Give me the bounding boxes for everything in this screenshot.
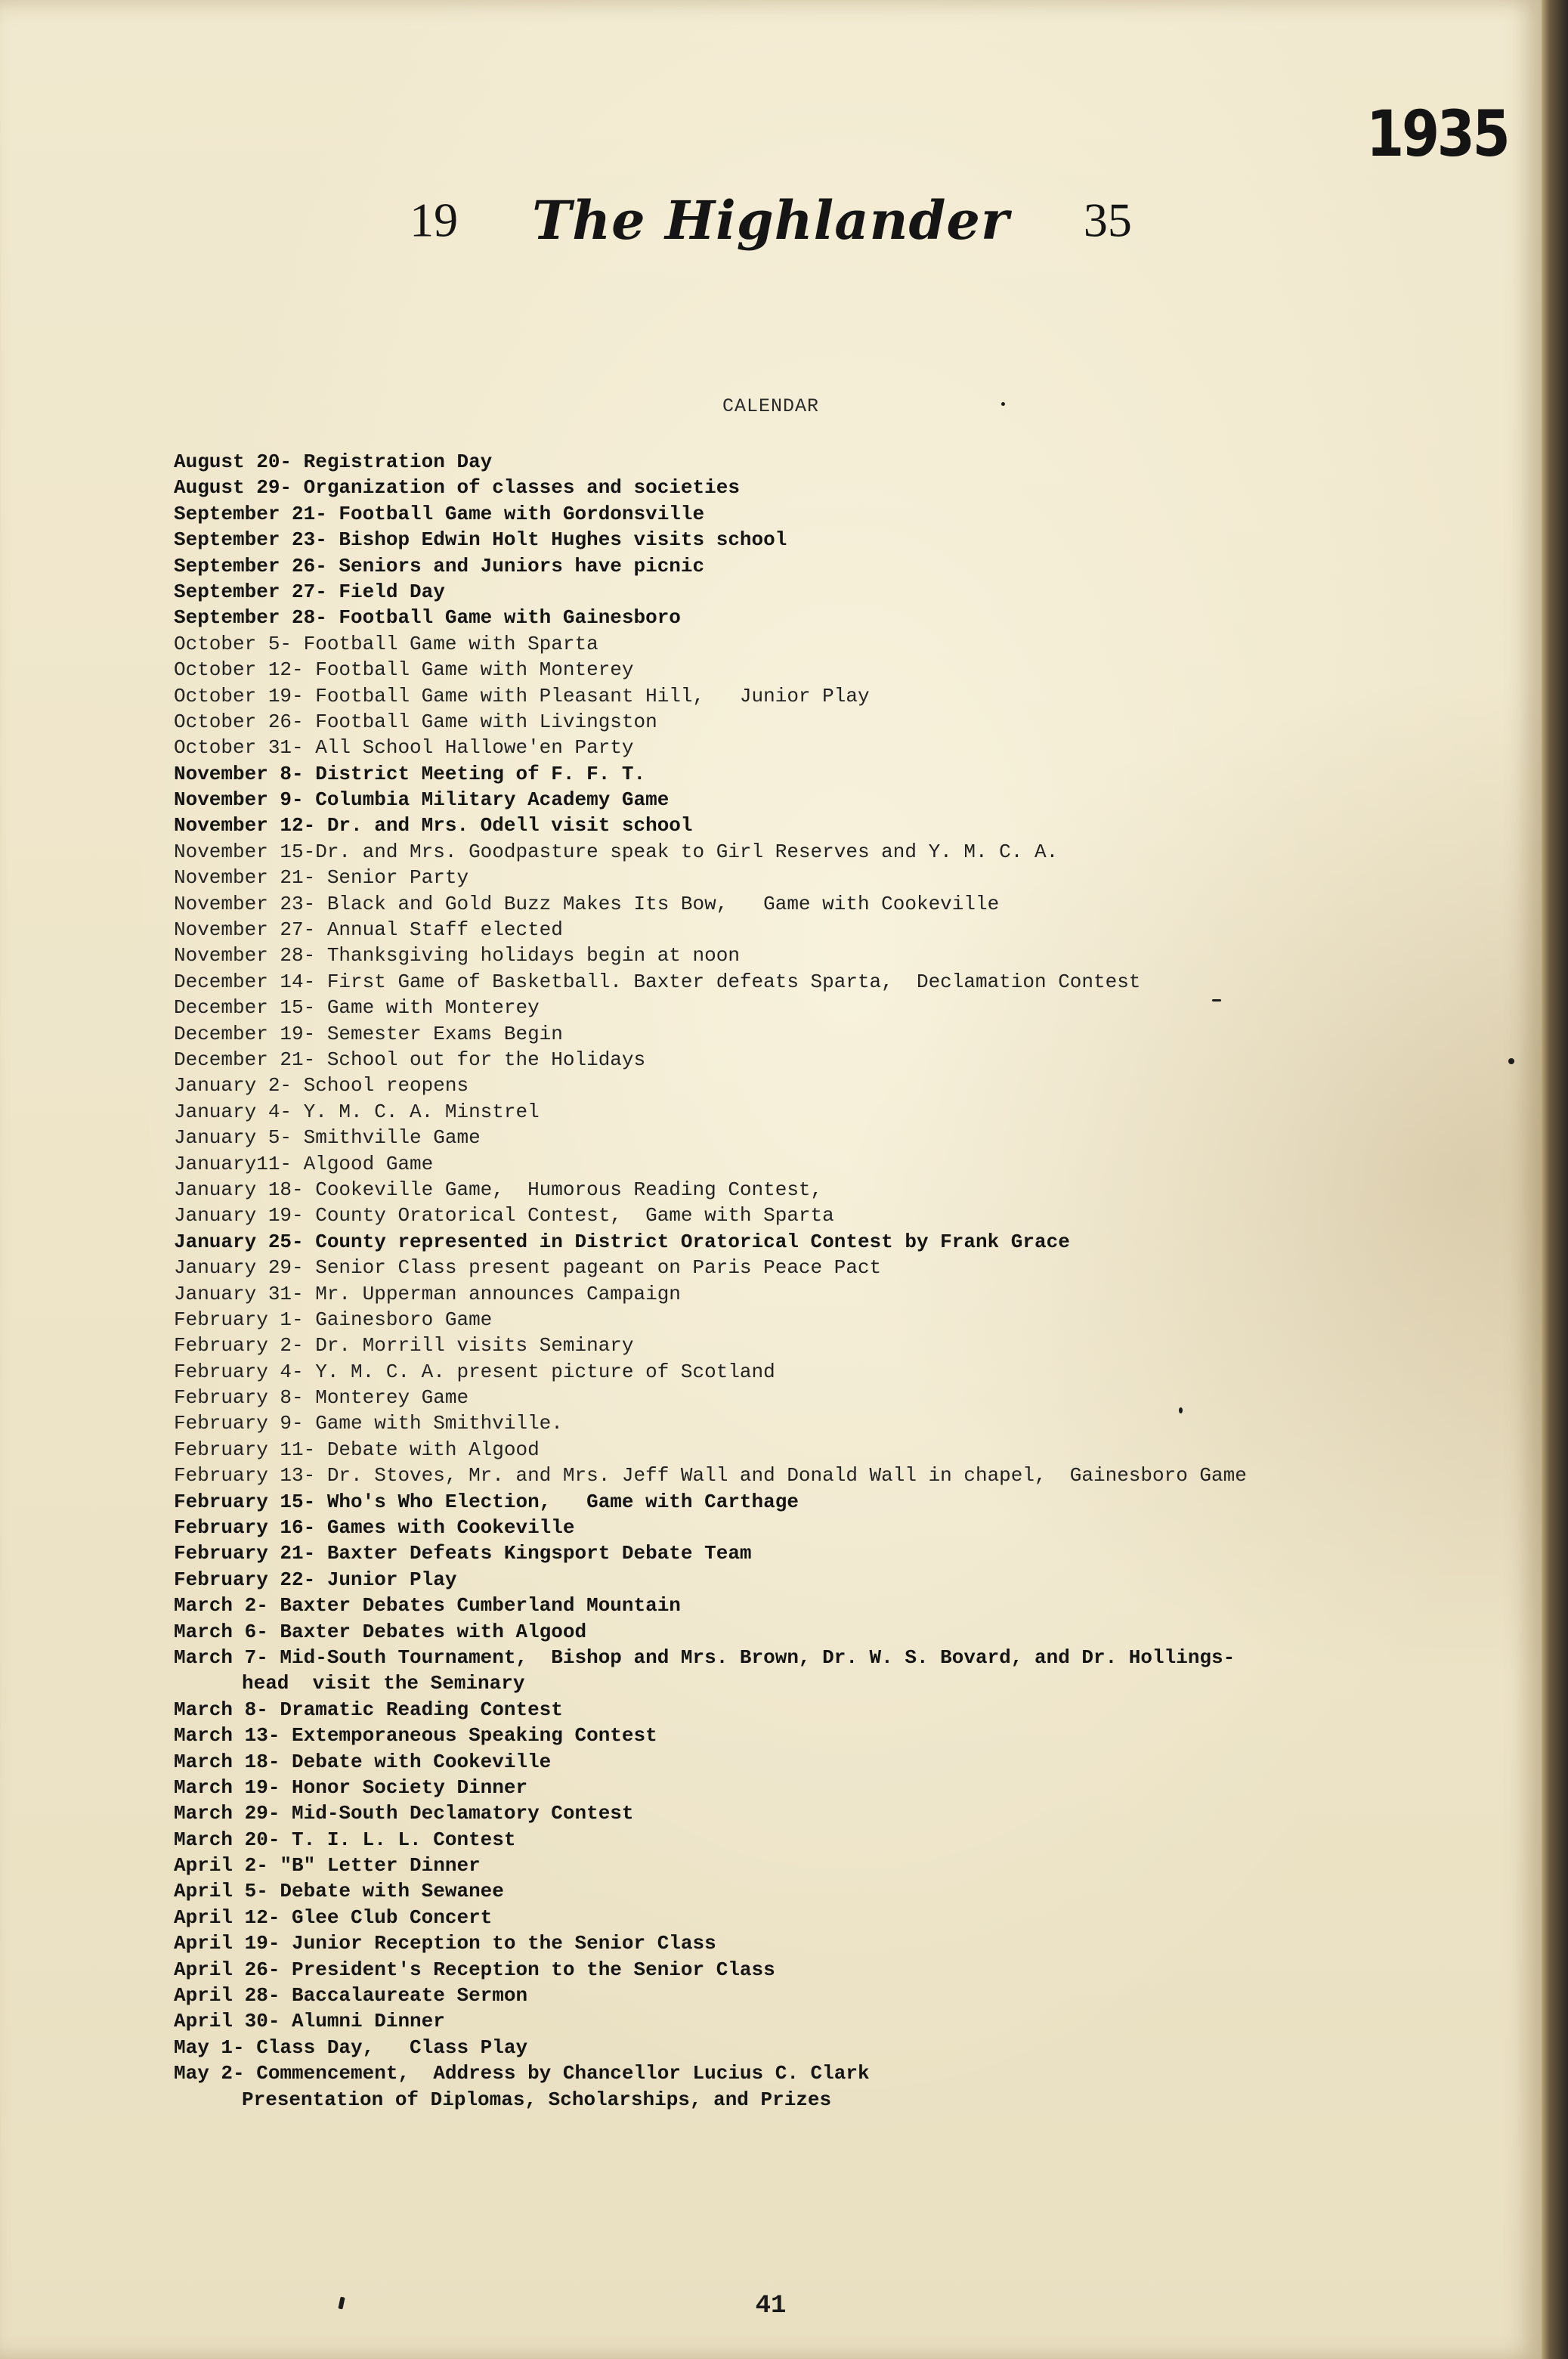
- calendar-entry: [174, 813, 1353, 838]
- calendar-entry: [174, 1489, 1353, 1515]
- calendar-entry: [174, 1073, 1353, 1098]
- calendar-entry: [174, 2087, 1353, 2113]
- calendar-entry-text: January 19- County Oratorical Contest, Game with Sparta: [174, 1204, 834, 1227]
- masthead-title: The Highlander: [532, 189, 1010, 252]
- calendar-entry-text: January11- Algood Game: [174, 1152, 434, 1175]
- calendar-entry: [174, 1983, 1353, 2008]
- calendar-entry-text: December 15- Game with Monterey: [174, 996, 540, 1020]
- calendar-entry-text: April 2- "B" Letter Dinner: [174, 1854, 481, 1878]
- calendar-entry: [174, 1125, 1353, 1150]
- calendar-entry: [174, 1047, 1353, 1073]
- calendar-heading: CALENDAR: [722, 395, 820, 417]
- calendar-entry: [174, 1021, 1353, 1047]
- calendar-entry-text: February 2- Dr. Morrill visits Seminary: [174, 1334, 634, 1358]
- calendar-entry-text: September 23- Bishop Edwin Holt Hughes visits school: [174, 528, 787, 552]
- calendar-entry: [174, 1957, 1353, 1983]
- calendar-entry: [174, 579, 1353, 605]
- calendar-entry-text: March 7- Mid-South Tournament, Bishop and Mrs. Brown, Dr. W. S. Bovard, and Dr. Hollings-: [174, 1645, 1236, 1669]
- calendar-entry-text: February 9- Game with Smithville.: [174, 1412, 563, 1435]
- calendar-entry: [174, 995, 1353, 1020]
- calendar-entry-text: April 19- Junior Reception to the Senior Class: [174, 1932, 716, 1955]
- calendar-entry-text: February 22- Junior Play: [174, 1568, 457, 1591]
- calendar-entry: [174, 865, 1353, 890]
- calendar-entry: [174, 787, 1353, 813]
- calendar-entry: [174, 1177, 1353, 1203]
- calendar-entry: [174, 1827, 1353, 1853]
- calendar-entry: [174, 735, 1353, 760]
- calendar-entry-text: January 25- County represented in District Oratorical Contest by Frank Grace: [174, 1230, 1070, 1253]
- ink-speck: [1179, 1407, 1183, 1413]
- calendar-entry: [174, 1619, 1353, 1645]
- calendar-entry: [174, 527, 1353, 553]
- calendar-entry-text: January 5- Smithville Game: [174, 1126, 481, 1150]
- calendar-entry-text: February 15- Who's Who Election, Game with Carthage: [174, 1490, 799, 1513]
- calendar-entry-text: April 28- Baccalaureate Sermon: [174, 1984, 528, 2008]
- calendar-entry: [174, 1670, 1353, 1696]
- calendar-entry-text: April 26- President's Reception to the Senior Class: [174, 1958, 775, 1981]
- calendar-entry: [174, 1567, 1353, 1593]
- calendar-entry: [174, 891, 1353, 917]
- calendar-entry-text: January 31- Mr. Upperman announces Campaign: [174, 1282, 681, 1305]
- calendar-entry: [174, 2008, 1353, 2034]
- calendar-entry-text: September 27- Field Day: [174, 580, 445, 603]
- calendar-entry: [174, 1878, 1353, 1904]
- calendar-entry-text: April 12- Glee Club Concert: [174, 1905, 493, 1929]
- calendar-entry-text: November 28- Thanksgiving holidays begin at noon: [174, 944, 740, 967]
- calendar-entry-text: February 13- Dr. Stoves, Mr. and Mrs. Jeff Wall and Donald Wall in chapel, Gainesboro Game: [174, 1464, 1247, 1488]
- calendar-entry-text: October 19- Football Game with Pleasant Hill, Junior Play: [174, 684, 870, 707]
- calendar-entry-text: October 26- Football Game with Livingston: [174, 710, 657, 733]
- calendar-entry-text: November 9- Columbia Military Academy Game: [174, 788, 670, 812]
- calendar-entry: [174, 657, 1353, 683]
- calendar-entry: [174, 683, 1353, 709]
- calendar-entry: [174, 1333, 1353, 1358]
- calendar-entry: [174, 1749, 1353, 1775]
- calendar-entry-text: January 29- Senior Class present pageant on Paris Peace Pact: [174, 1256, 882, 1280]
- calendar-entry: [174, 1463, 1353, 1488]
- calendar-entry: [174, 1099, 1353, 1125]
- calendar-entry-text: September 21- Football Game with Gordonsville: [174, 502, 705, 525]
- calendar-entry-text: November 15-Dr. and Mrs. Goodpasture speak to Girl Reserves and Y. M. C. A.: [174, 840, 1059, 863]
- calendar-entry-text: November 23- Black and Gold Buzz Makes Its Bow, Game with Cookeville: [174, 892, 1000, 915]
- calendar-entry-text: February 21- Baxter Defeats Kingsport Debate Team: [174, 1542, 752, 1565]
- calendar-entry: [174, 709, 1353, 735]
- calendar-entry-text: March 2- Baxter Debates Cumberland Mountain: [174, 1594, 681, 1618]
- calendar-entry-text: November 8- District Meeting of F. F. T.: [174, 762, 646, 785]
- calendar-entry: [174, 943, 1353, 968]
- calendar-entry-text: August 20- Registration Day: [174, 450, 493, 473]
- calendar-entry-text: February 16- Games with Cookeville: [174, 1516, 575, 1540]
- calendar-entry: [174, 1905, 1353, 1930]
- calendar-entry: [174, 917, 1353, 943]
- calendar-entry-text: Presentation of Diplomas, Scholarships, and Prizes: [242, 2088, 832, 2111]
- calendar-entry: [174, 1410, 1353, 1436]
- calendar-entry-text: December 19- Semester Exams Begin: [174, 1022, 563, 1045]
- calendar-entry: [174, 1515, 1353, 1540]
- calendar-entry-text: November 21- Senior Party: [174, 866, 469, 890]
- calendar-entry-text: October 31- All School Hallowe'en Party: [174, 736, 634, 760]
- calendar-entry-text: March 8- Dramatic Reading Contest: [174, 1698, 563, 1721]
- calendar-entry-text: November 27- Annual Staff elected: [174, 918, 563, 942]
- calendar-entry: [174, 1645, 1353, 1670]
- calendar-entry: [174, 553, 1353, 579]
- calendar-entry-text: February 11- Debate with Algood: [174, 1438, 540, 1461]
- masthead-year-right: 35: [1083, 193, 1132, 247]
- calendar-entry: [174, 1697, 1353, 1723]
- calendar-entry-text: May 2- Commencement, Address by Chancellor Lucius C. Clark: [174, 2062, 870, 2085]
- calendar-entry: [174, 761, 1353, 787]
- ink-speck: [1001, 402, 1005, 406]
- calendar-entry: [174, 1540, 1353, 1566]
- calendar-entry-text: September 28- Football Game with Gainesboro: [174, 606, 681, 630]
- calendar-entry: [174, 1307, 1353, 1333]
- calendar-entry-text: December 21- School out for the Holidays: [174, 1048, 646, 1071]
- calendar-entry: [174, 605, 1353, 630]
- calendar-entry-text: March 29- Mid-South Declamatory Contest: [174, 1802, 634, 1825]
- ink-speck: [1212, 999, 1221, 1001]
- calendar-entry: [174, 1853, 1353, 1878]
- calendar-entry-text: March 18- Debate with Cookeville: [174, 1750, 552, 1773]
- calendar-entry-text: December 14- First Game of Basketball. Baxter defeats Sparta, Declamation Contest: [174, 970, 1141, 993]
- calendar-entry: [174, 2035, 1353, 2060]
- calendar-entry: [174, 969, 1353, 995]
- calendar-entry: [174, 1255, 1353, 1280]
- calendar-entry: [174, 449, 1353, 475]
- page-number: 41: [755, 2292, 787, 2320]
- calendar-entry: [174, 839, 1353, 865]
- calendar-entry-text: February 8- Monterey Game: [174, 1386, 469, 1410]
- calendar-entry: [174, 1437, 1353, 1463]
- calendar-entry: [174, 1229, 1353, 1255]
- calendar-entry: [174, 501, 1353, 527]
- calendar-entry: [174, 1281, 1353, 1307]
- calendar-entry: [174, 1593, 1353, 1618]
- page-edge: [1542, 0, 1568, 2359]
- calendar-entry-text: February 4- Y. M. C. A. present picture of Scotland: [174, 1360, 775, 1383]
- calendar-entry-text: April 30- Alumni Dinner: [174, 2010, 445, 2033]
- calendar-entry-text: April 5- Debate with Sewanee: [174, 1880, 504, 1903]
- calendar-entry: [174, 1151, 1353, 1177]
- calendar-entry-text: March 19- Honor Society Dinner: [174, 1775, 528, 1799]
- ink-speck: [1508, 1058, 1514, 1064]
- calendar-list: [174, 449, 1353, 2113]
- calendar-entry-text: March 6- Baxter Debates with Algood: [174, 1620, 587, 1643]
- calendar-entry: [174, 1775, 1353, 1800]
- calendar-entry: [174, 1930, 1353, 1956]
- masthead: [0, 189, 1542, 252]
- calendar-entry-text: head visit the Seminary: [242, 1672, 525, 1695]
- calendar-entry-text: February 1- Gainesboro Game: [174, 1308, 493, 1331]
- calendar-entry-text: March 13- Extemporaneous Speaking Contest: [174, 1724, 657, 1748]
- calendar-entry: [174, 1723, 1353, 1748]
- calendar-entry-text: May 1- Class Day, Class Play: [174, 2035, 528, 2059]
- calendar-entry: [174, 1359, 1353, 1385]
- calendar-entry-text: January 4- Y. M. C. A. Minstrel: [174, 1100, 540, 1123]
- calendar-entry: [174, 2060, 1353, 2086]
- calendar-entry-text: January 18- Cookeville Game, Humorous Reading Contest,: [174, 1178, 823, 1201]
- masthead-year-left: 19: [410, 193, 459, 247]
- calendar-entry: [174, 1800, 1353, 1826]
- calendar-entry: [174, 631, 1353, 657]
- calendar-entry: [174, 1385, 1353, 1410]
- calendar-entry-text: October 12- Football Game with Monterey: [174, 658, 634, 682]
- calendar-entry-text: October 5- Football Game with Sparta: [174, 632, 598, 655]
- year-stamp: 1935: [1366, 97, 1508, 171]
- calendar-entry: [174, 475, 1353, 500]
- calendar-entry-text: January 2- School reopens: [174, 1074, 469, 1097]
- calendar-entry-text: August 29- Organization of classes and societies: [174, 476, 740, 500]
- calendar-entry: [174, 1203, 1353, 1228]
- calendar-entry-text: September 26- Seniors and Juniors have picnic: [174, 554, 705, 577]
- calendar-entry-text: November 12- Dr. and Mrs. Odell visit school: [174, 814, 693, 837]
- calendar-entry-text: March 20- T. I. L. L. Contest: [174, 1828, 516, 1851]
